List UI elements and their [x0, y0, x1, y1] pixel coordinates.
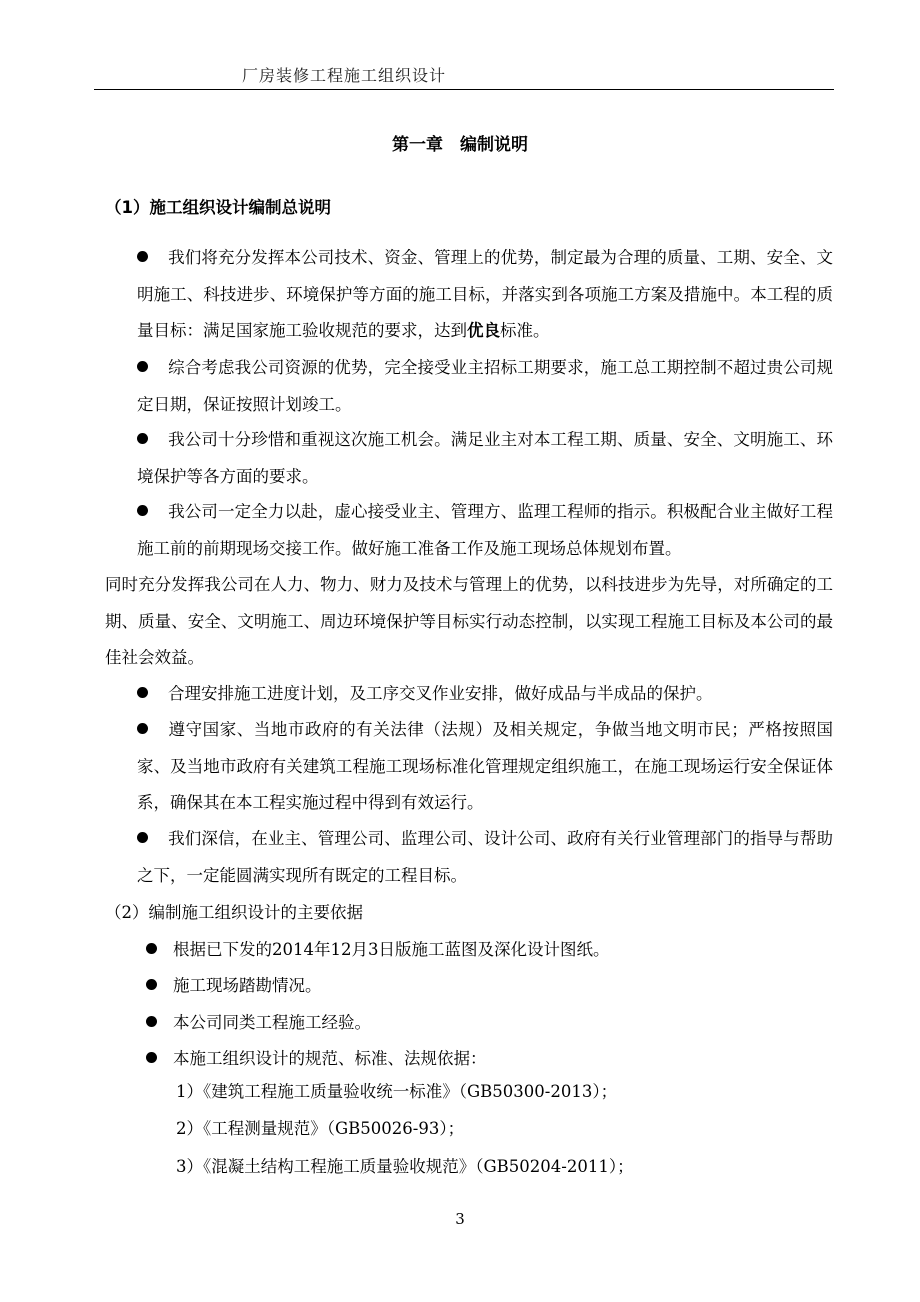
bullet-icon	[137, 723, 148, 734]
standard-item-1: 1）《建筑工程施工质量验收统一标准》（GB50300-2013）；	[176, 1082, 618, 1101]
standard-item-3: 3）《混凝土结构工程施工质量验收规范》（GB50204-2011）；	[176, 1157, 634, 1176]
bullet-paragraph-4-continuation: 同时充分发挥我公司在人力、物力、财力及技术与管理上的优势，以科技进步为先导，对所确定的工期、质量、安全、文明施工、周边环境保护等目标实行动态控制，以实现工程施工目标及本公司的最佳社会效益。	[105, 575, 833, 667]
bullet-icon	[146, 943, 157, 954]
running-header-title: 厂房装修工程施工组织设计	[242, 66, 447, 85]
bullet-paragraph-4: 我公司一定全力以赴，虚心接受业主、管理方、监理工程师的指示。积极配合业主做好工程施工前的前期现场交接工作。做好施工准备工作及施工现场总体规划布置。	[137, 502, 833, 558]
chapter-title: 第一章 编制说明	[392, 135, 528, 155]
list-item: 本公司同类工程施工经验。	[146, 1005, 371, 1041]
bullet-paragraph-3: 我公司十分珍惜和重视这次施工机会。满足业主对本工程工期、质量、安全、文明施工、环境保护等各方面的要求。	[137, 430, 833, 486]
standard-item-2: 2）《工程测量规范》（GB50026-93）；	[176, 1119, 465, 1138]
bullet-icon	[137, 433, 148, 444]
header-rule	[94, 89, 834, 90]
bullet-icon	[137, 251, 148, 262]
bullet-paragraph-2: 综合考虑我公司资源的优势，完全接受业主招标工期要求，施工总工期控制不超过贵公司规定日期，保证按照计划竣工。	[137, 358, 833, 414]
bullet-icon	[137, 687, 148, 698]
bullet-icon	[137, 832, 148, 843]
bullet-icon	[137, 361, 148, 372]
section-2-title: （2）编制施工组织设计的主要依据	[105, 903, 363, 922]
list-item: 施工现场踏勘情况。	[146, 968, 322, 1004]
bullet-icon	[146, 979, 157, 990]
bullet-paragraph-5: 合理安排施工进度计划，及工序交叉作业安排，做好成品与半成品的保护。	[137, 676, 833, 713]
page-number: 3	[455, 1210, 465, 1228]
list-item: 本施工组织设计的规范、标准、法规依据：	[146, 1041, 487, 1077]
bullet-icon	[146, 1016, 157, 1027]
bullet-icon	[146, 1052, 157, 1063]
bullet-icon	[137, 505, 148, 516]
section-1-title: （1）施工组织设计编制总说明	[105, 198, 331, 217]
bullet-paragraph-1: 我们将充分发挥本公司技术、资金、管理上的优势，制定最为合理的质量、工期、安全、文明施工、科技进步、环境保护等方面的施工目标，并落实到各项施工方案及措施中。本工程的质量目标：满足国家施工验收规范的要求，达到优良标准。	[137, 248, 833, 340]
bullet-paragraph-6: 遵守国家、当地市政府的有关法律（法规）及相关规定，争做当地文明市民；严格按照国家、及当地市政府有关建筑工程施工现场标准化管理规定组织施工，在施工现场运行安全保证体系，确保其在本工程实施过程中得到有效运行。	[137, 720, 833, 812]
bullet-paragraph-7: 我们深信，在业主、管理公司、监理公司、设计公司、政府有关行业管理部门的指导与帮助之下，一定能圆满实现所有既定的工程目标。	[137, 829, 833, 885]
list-item: 根据已下发的2014年12月3日版施工蓝图及深化设计图纸。	[146, 932, 610, 968]
